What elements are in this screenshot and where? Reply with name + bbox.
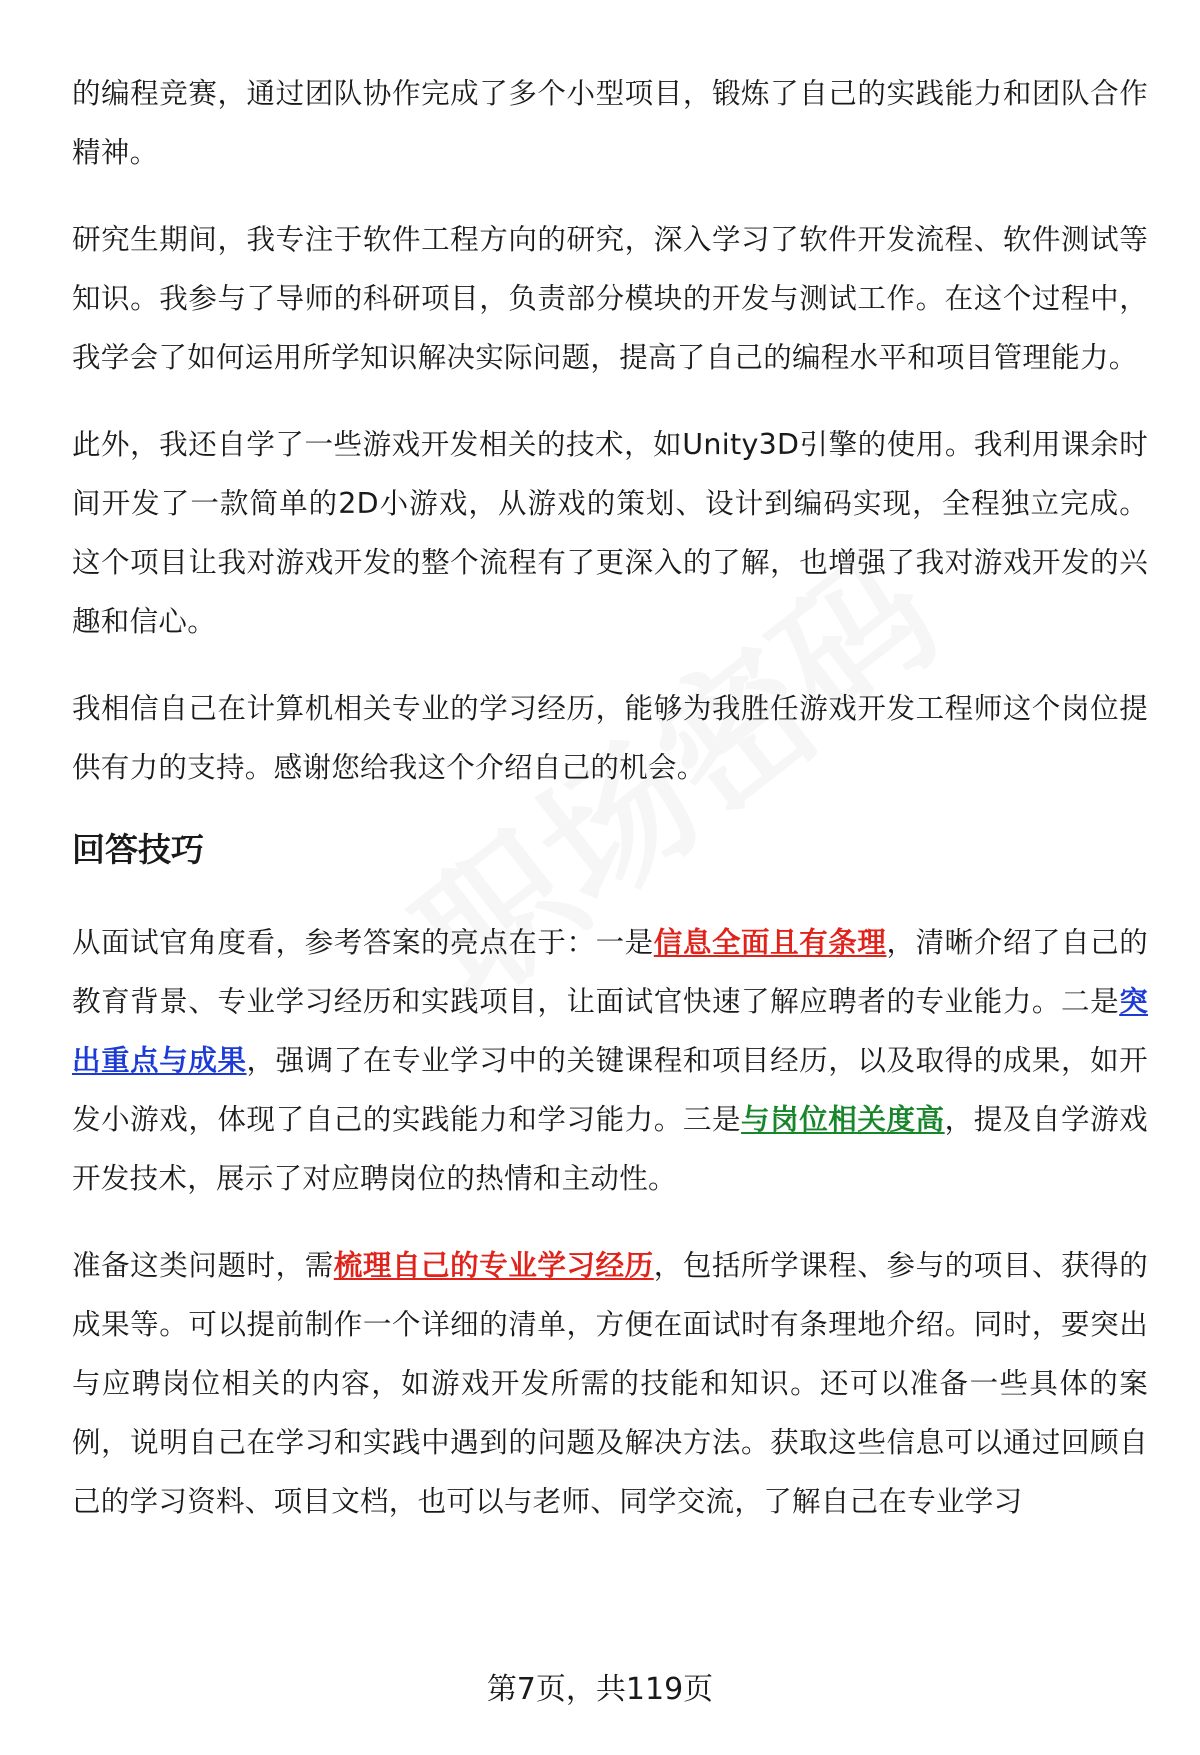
paragraph-5-text-4: ，提及自学游戏开发技术，展示了对应聘岗位的热情和主动性。 <box>72 1103 1148 1195</box>
highlight-job-relevance: 与岗位相关度高 <box>741 1103 945 1136</box>
paragraph-1: 的编程竞赛，通过团队协作完成了多个小型项目，锻炼了自己的实践能力和团队合作精神。 <box>72 77 1148 169</box>
paragraph-5-text-3: ，强调了在专业学习中的关键课程和项目经历，以及取得的成果，如开发小游戏，体现了自己的实践能力和学习能力。三是 <box>72 1044 1148 1136</box>
paragraph-5-text-1: 从面试官角度看，参考答案的亮点在于：一是 <box>72 926 654 959</box>
section-heading: 回答技巧 <box>72 830 204 869</box>
paragraph-6-text-1: 准备这类问题时，需 <box>72 1249 334 1282</box>
paragraph-4: 我相信自己在计算机相关专业的学习经历，能够为我胜任游戏开发工程师这个岗位提供有力的支持。感谢您给我这个介绍自己的机会。 <box>72 692 1148 784</box>
paragraph-2: 研究生期间，我专注于软件工程方向的研究，深入学习了软件开发流程、软件测试等知识。我参与了导师的科研项目，负责部分模块的开发与测试工作。在这个过程中，我学会了如何运用所学知识解决实际问题，提高了自己的编程水平和项目管理能力。 <box>72 223 1148 374</box>
page-number: 第7页，共119页 <box>486 1672 714 1707</box>
paragraph-6-text-2: ，包括所学课程、参与的项目、获得的成果等。可以提前制作一个详细的清单，方便在面试时有条理地介绍。同时，要突出与应聘岗位相关的内容，如游戏开发所需的技能和知识。还可以准备一些具体的案例，说明自己在学习和实践中遇到的问题及解决方法。获取这些信息可以通过回顾自己的学习资料、项目文档，也可以与老师、同学交流，了解自己在专业学习 <box>72 1249 1148 1518</box>
highlight-focus-results: 突出重点与成果 <box>72 985 1148 1077</box>
document-body <box>72 64 1148 1559</box>
paragraph-3: 此外，我还自学了一些游戏开发相关的技术，如Unity3D引擎的使用。我利用课余时间开发了一款简单的2D小游戏，从游戏的策划、设计到编码实现，全程独立完成。这个项目让我对游戏开发的整个流程有了更深入的了解，也增强了我对游戏开发的兴趣和信心。 <box>72 428 1148 638</box>
highlight-info-complete: 信息全面且有条理 <box>653 926 887 959</box>
paragraph-6 <box>72 1236 1148 1531</box>
paragraph-5 <box>72 913 1148 1208</box>
highlight-sort-experience: 梳理自己的专业学习经历 <box>333 1249 654 1282</box>
paragraph-5-text-2: ，清晰介绍了自己的教育背景、专业学习经历和实践项目，让面试官快速了解应聘者的专业能力。二是 <box>72 926 1148 1018</box>
